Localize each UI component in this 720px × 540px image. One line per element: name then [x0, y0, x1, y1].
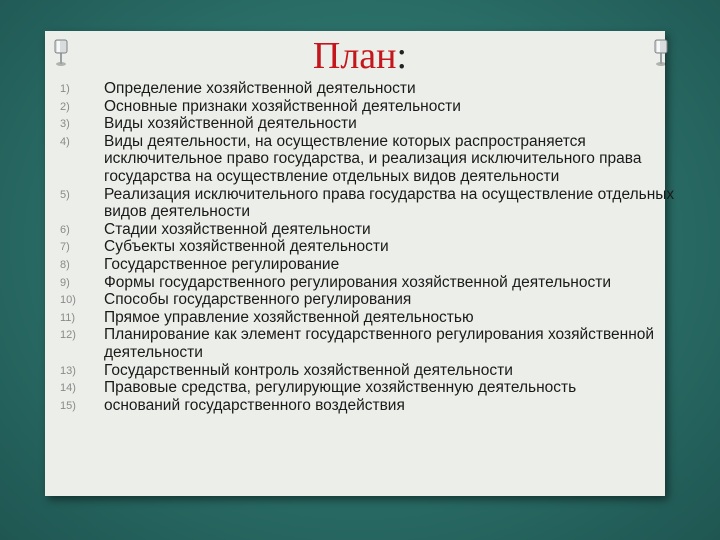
list-item [60, 133, 680, 186]
plan-list [60, 80, 680, 414]
list-item-number: 3) [60, 118, 70, 131]
list-item [60, 238, 680, 256]
list-item-text: оснований государственного воздействия [104, 396, 405, 414]
list-item-text: Реализация исключительного права государства на осуществление отдельных видов деятельности [104, 185, 675, 221]
list-item-text: Виды хозяйственной деятельности [104, 115, 357, 133]
list-item-number: 5) [60, 188, 70, 201]
list-item [60, 362, 680, 380]
list-item-number: 6) [60, 223, 70, 236]
list-item-text: Определение хозяйственной деятельности [104, 80, 416, 97]
slide-title-text: План [312, 35, 397, 77]
list-item-number: 13) [60, 364, 76, 377]
list-item-text: Государственный контроль хозяйственной деятельности [104, 361, 513, 379]
list-item [60, 309, 680, 327]
list-item-text: Планирование как элемент государственного регулирования хозяйственной деятельности [104, 326, 655, 361]
list-item-number: 12) [60, 329, 76, 342]
slide-title-colon: : [396, 35, 408, 77]
list-item-number: 14) [60, 382, 76, 395]
list-item-text: Способы государственного регулирования [104, 291, 412, 309]
list-item [60, 379, 680, 397]
slide-title [0, 36, 720, 76]
list-item [60, 115, 680, 133]
list-item [60, 186, 680, 221]
list-item [60, 256, 680, 274]
list-item-number: 8) [60, 258, 70, 271]
list-item-number: 15) [60, 399, 76, 412]
list-item [60, 326, 680, 361]
list-item-number: 10) [60, 294, 76, 307]
list-item-text: Формы государственного регулирования хозяйственной деятельности [104, 273, 611, 291]
list-item-text: Стадии хозяйственной деятельности [104, 220, 371, 238]
list-item [60, 291, 680, 309]
list-item-text: Государственное регулирование [104, 255, 340, 273]
list-item-text: Основные признаки хозяйственной деятельности [104, 97, 461, 115]
list-item-number: 9) [60, 276, 70, 289]
list-item [60, 274, 680, 292]
list-item [60, 221, 680, 239]
list-item [60, 80, 680, 98]
list-item-number: 7) [60, 241, 70, 254]
list-item-number: 11) [60, 311, 76, 324]
list-item-number: 1) [60, 83, 70, 95]
list-item-text: Правовые средства, регулирующие хозяйственную деятельность [104, 379, 577, 397]
list-item-number: 2) [60, 100, 70, 113]
list-item-number: 4) [60, 135, 70, 148]
list-item-text: Виды деятельности, на осуществление которых распространяется исключительное право государства, и реализация исключительного права государства на осуществление отдельных видов деятельности [104, 132, 642, 185]
list-item [60, 397, 680, 415]
list-item [60, 98, 680, 116]
list-item-text: Прямое управление хозяйственной деятельностью [104, 308, 474, 326]
list-item-text: Субъекты хозяйственной деятельности [104, 238, 389, 256]
